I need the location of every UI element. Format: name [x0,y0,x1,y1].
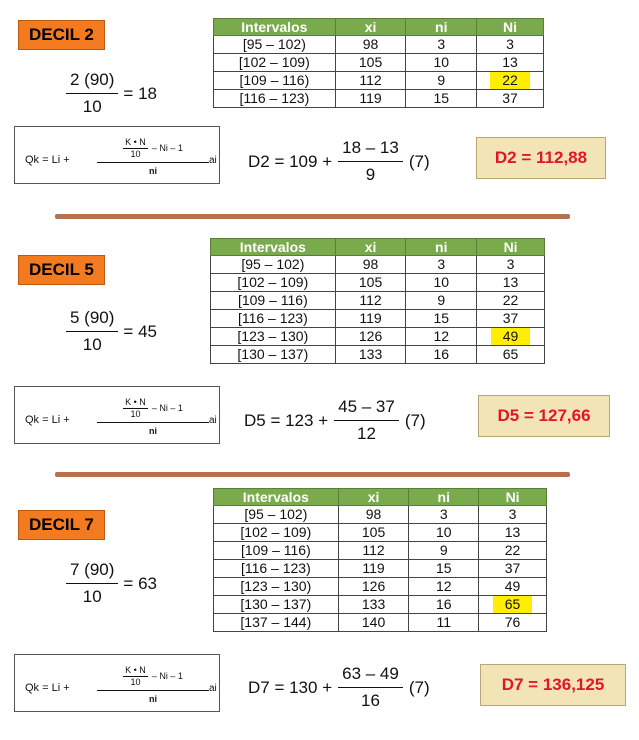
table-cell: 65 [477,346,545,364]
position-denominator: 10 [82,587,102,606]
calc-lhs: D2 = 109 + [248,151,333,171]
decil-label: DECIL 2 [18,20,105,50]
decile-calculation [248,664,430,711]
decil-label: DECIL 5 [18,255,105,285]
formula-ni: ni [149,426,157,436]
table-cell: 10 [406,54,477,72]
table-cell: 3 [477,36,544,54]
table-cell: 105 [335,54,406,72]
position-numerator: 2 (90) [66,70,118,94]
table-cell: 15 [409,560,479,578]
calc-numerator: 45 – 37 [334,397,399,421]
decile-formula-box [14,654,220,712]
table-cell: 12 [409,578,479,596]
table-cell: [130 – 137) [214,596,339,614]
table-cell: [116 – 123) [214,560,339,578]
formula-minus: – Ni – 1 [151,671,183,681]
table-cell: 15 [406,90,477,108]
formula-ai: ai [209,683,217,694]
formula-minus: – Ni – 1 [151,143,183,153]
calc-denominator: 16 [361,691,380,710]
position-denominator: 10 [82,335,102,354]
table-cell: 13 [477,54,544,72]
table-row [214,578,547,596]
table-header-cell: Intervalos [214,489,339,506]
table-cell: 9 [409,542,479,560]
table-cell: [102 – 109) [214,54,336,72]
table-cell: 119 [335,90,406,108]
table-cell: [123 – 130) [211,328,336,346]
table-cell: 126 [338,578,409,596]
formula-lhs: Qk = Li + [25,154,70,166]
calc-tail: (7) [408,151,430,171]
table-cell: 98 [338,506,409,524]
decile-result: D5 = 127,66 [478,395,610,437]
position-denominator: 10 [82,97,102,116]
formula-ai: ai [209,155,217,166]
table-header-row [214,489,547,506]
table-cell: 126 [335,328,406,346]
table-cell: 140 [338,614,409,632]
table-row [214,614,547,632]
formula-fraction [97,665,209,704]
position-result: = 18 [123,83,157,103]
table-cell: [116 – 123) [211,310,336,328]
table-cell: 105 [335,274,406,292]
table-cell: [95 – 102) [214,36,336,54]
formula-ten: 10 [130,409,141,419]
table-row [214,524,547,542]
table-cell: [102 – 109) [214,524,339,542]
table-row [214,506,547,524]
table-cell: 133 [335,346,406,364]
table-cell: 112 [335,72,406,90]
decil-label: DECIL 7 [18,510,105,540]
table-cell: 37 [477,310,545,328]
formula-kn: K • N [125,665,146,675]
table-cell: [123 – 130) [214,578,339,596]
calc-lhs: D7 = 130 + [248,677,333,697]
decile-result: D7 = 136,125 [480,664,626,706]
table-header-cell: xi [335,19,406,36]
table-cell: 3 [479,506,547,524]
table-cell: 49 [479,578,547,596]
table-cell: 133 [338,596,409,614]
table-header-cell: Ni [477,239,545,256]
table-cell: 3 [477,256,545,274]
formula-lhs: Qk = Li + [25,414,70,426]
formula-lhs: Qk = Li + [25,682,70,694]
position-fraction [66,560,157,607]
table-cell: [109 – 116) [214,72,336,90]
highlighted-cumulative-value: 22 [490,72,530,89]
table-cell: 16 [409,596,479,614]
frequency-table [213,488,547,632]
table-header-cell: Ni [477,19,544,36]
table-cell: 76 [479,614,547,632]
table-cell: 22 [477,292,545,310]
formula-ai: ai [209,415,217,426]
table-header-cell: xi [338,489,409,506]
table-cell: [109 – 116) [214,542,339,560]
table-cell: 112 [335,292,406,310]
table-cell: 12 [406,328,477,346]
highlighted-cumulative-value: 65 [493,596,533,613]
position-result: = 63 [123,573,157,593]
calc-numerator: 63 – 49 [338,664,403,688]
formula-ni: ni [149,694,157,704]
table-cell: 3 [406,36,477,54]
table-row [214,596,547,614]
table-cell: 22 [479,542,547,560]
table-row [214,542,547,560]
decile-result: D2 = 112,88 [476,137,606,179]
calc-tail: (7) [408,677,430,697]
table-cell: 10 [409,524,479,542]
formula-kn: K • N [125,397,146,407]
table-cell: 3 [409,506,479,524]
table-cell: 105 [338,524,409,542]
table-header-cell: ni [406,19,477,36]
table-header-cell: Intervalos [211,239,336,256]
position-result: = 45 [123,321,157,341]
calc-lhs: D5 = 123 + [244,410,329,430]
formula-ni: ni [149,166,157,176]
table-header-cell: ni [406,239,477,256]
table-cell: 98 [335,36,406,54]
table-cell: 16 [406,346,477,364]
table-cell: 15 [406,310,477,328]
table-cell: 13 [479,524,547,542]
table-cell [479,596,547,614]
table-cell: 13 [477,274,545,292]
table-cell: 112 [338,542,409,560]
formula-ten: 10 [130,677,141,687]
formula-kn: K • N [125,137,146,147]
position-numerator: 7 (90) [66,560,118,584]
table-cell: 37 [479,560,547,578]
table-cell: [116 – 123) [214,90,336,108]
table-cell: 37 [477,90,544,108]
calc-denominator: 9 [365,165,376,184]
table-cell: [95 – 102) [214,506,339,524]
table-cell: [137 – 144) [214,614,339,632]
calc-tail: (7) [404,410,426,430]
table-cell: [109 – 116) [211,292,336,310]
table-cell: [95 – 102) [211,256,336,274]
table-cell: 10 [406,274,477,292]
table-header-cell: ni [409,489,479,506]
table-header-cell: Ni [479,489,547,506]
table-cell: 9 [406,72,477,90]
table-cell: 3 [406,256,477,274]
table-cell: 11 [409,614,479,632]
table-header-cell: Intervalos [214,19,336,36]
table-cell: 98 [335,256,406,274]
table-cell: 119 [338,560,409,578]
table-cell: 119 [335,310,406,328]
highlighted-cumulative-value: 49 [491,328,531,345]
table-cell: [130 – 137) [211,346,336,364]
calc-denominator: 12 [357,424,376,443]
position-numerator: 5 (90) [66,308,118,332]
table-cell: [102 – 109) [211,274,336,292]
calc-numerator: 18 – 13 [338,138,403,162]
table-row [214,560,547,578]
formula-minus: – Ni – 1 [151,403,183,413]
formula-ten: 10 [130,149,141,159]
table-cell: 9 [406,292,477,310]
table-header-cell: xi [335,239,406,256]
